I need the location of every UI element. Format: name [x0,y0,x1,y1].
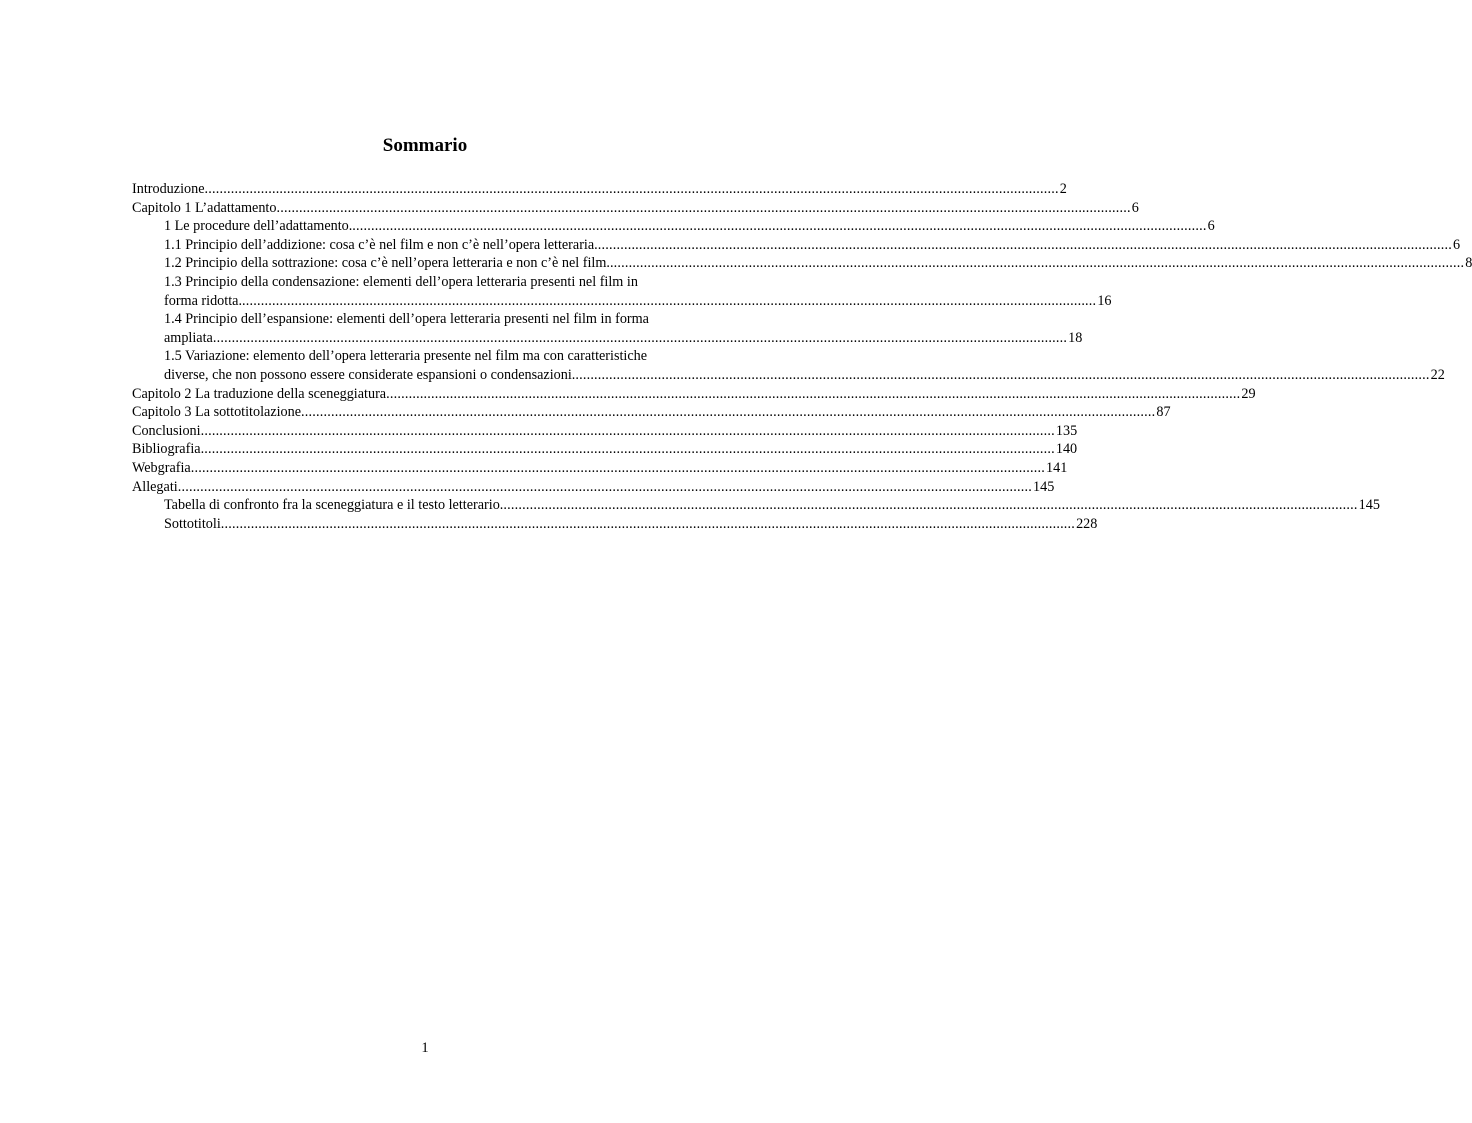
toc-entry-sottrazione[interactable] [132,254,1472,273]
dot-leader [598,236,1452,255]
dot-leader [201,422,1055,441]
toc-entry-title: diverse, che non possono essere considerate espansioni o condensazioni. [164,366,576,383]
toc-page-number: 2 [1059,181,1067,197]
toc-entry-title: Bibliografia [132,441,201,458]
toc-page-number: 141 [1046,459,1068,476]
toc-entry-title: ampliata [164,329,213,346]
dot-leader [201,440,1055,459]
toc-entry-introduzione[interactable] [132,180,1067,199]
toc-entry-title: Introduzione [132,181,205,197]
page-title: Sommario [382,135,468,156]
toc-entry-capitolo-3[interactable] [132,403,1171,422]
dot-leader [178,478,1032,497]
toc-page-number: 6 [1453,236,1461,253]
toc-page-number: 18 [1068,329,1083,346]
toc-entry-title: Capitolo 2 La traduzione della sceneggiatura [132,385,387,402]
toc-entry-conclusioni[interactable] [132,422,1078,441]
dot-leader [575,366,1429,385]
toc-entry-capitolo-1[interactable] [132,199,1139,218]
dot-leader [352,217,1206,236]
toc-page-number: 22 [1430,366,1445,383]
toc-entry-title: 1 Le procedure dell’adattamento. [164,218,353,235]
dot-leader [221,515,1075,534]
dot-leader [276,199,1130,218]
toc-entry-webgrafia[interactable] [132,459,1068,478]
toc-entry-title: Allegati [132,478,178,495]
toc-page-number: 87 [1156,404,1171,421]
toc-entry-title: forma ridotta. [164,292,243,309]
toc-entry-variazione[interactable] [132,366,1445,385]
toc-entry-title: Sottotitoli [164,515,221,532]
dot-leader [386,385,1240,404]
toc-entry-title: Tabella di confronto fra la sceneggiatura e il testo letterario. [164,497,504,514]
toc-page-number: 8 [1465,255,1472,272]
toc-entry-title: 1.2 Principio della sottrazione: cosa c’è nell’opera letteraria e non c’è nel film. [164,255,610,272]
toc-entry-line: 1.5 Variazione: elemento dell’opera letteraria presente nel film ma con caratteristiche [164,348,648,365]
toc-entry-tabella[interactable] [132,496,1380,515]
toc-entry-espansione[interactable] [132,329,1083,348]
dot-leader [242,292,1096,311]
toc-entry-title: Conclusioni [132,422,201,439]
dot-leader [610,254,1464,273]
toc-page-number: 140 [1055,441,1078,458]
toc-entry-line: 1.4 Principio dell’espansione: elementi dell’opera letteraria presenti nel film in forma [164,311,649,328]
toc-entry-title: Capitolo 1 L’adattamento [132,199,277,216]
dot-leader [213,329,1067,348]
toc-page-number: 29 [1241,385,1256,402]
toc-entry-condensazione[interactable] [132,292,1112,311]
toc-entry-line: 1.3 Principio della condensazione: elementi dell’opera letteraria presenti nel film in [164,273,638,290]
toc-entry-addizione[interactable] [132,236,1461,255]
toc-entry-title: Capitolo 3 La sottotitolazione [132,404,302,421]
toc-page-number: 228 [1076,515,1098,532]
toc-entry-bibliografia[interactable] [132,440,1078,459]
toc-page-number: 135 [1055,422,1078,439]
toc-page-number: 6 [1207,218,1215,235]
toc-entry-allegati[interactable] [132,478,1055,497]
dot-leader [503,496,1357,515]
toc-page-number: 16 [1097,292,1112,309]
toc-entry-title: Webgrafia [132,459,191,476]
toc-entry-procedure[interactable] [132,217,1215,236]
toc-page-number: 145 [1358,497,1380,514]
toc-entry-capitolo-2[interactable] [132,385,1256,404]
toc-entry-title: 1.1 Principio dell’addizione: cosa c’è nel film e non c’è nell’opera letteraria. [164,236,598,253]
dot-leader [301,403,1155,422]
page-number: 1 [421,1040,429,1056]
table-of-contents [132,180,1472,533]
toc-entry-sottotitoli[interactable] [132,515,1098,534]
toc-page-number: 145 [1033,478,1055,495]
dot-leader [191,459,1045,478]
toc-page-number: 6 [1131,199,1139,216]
dot-leader [205,180,1059,199]
